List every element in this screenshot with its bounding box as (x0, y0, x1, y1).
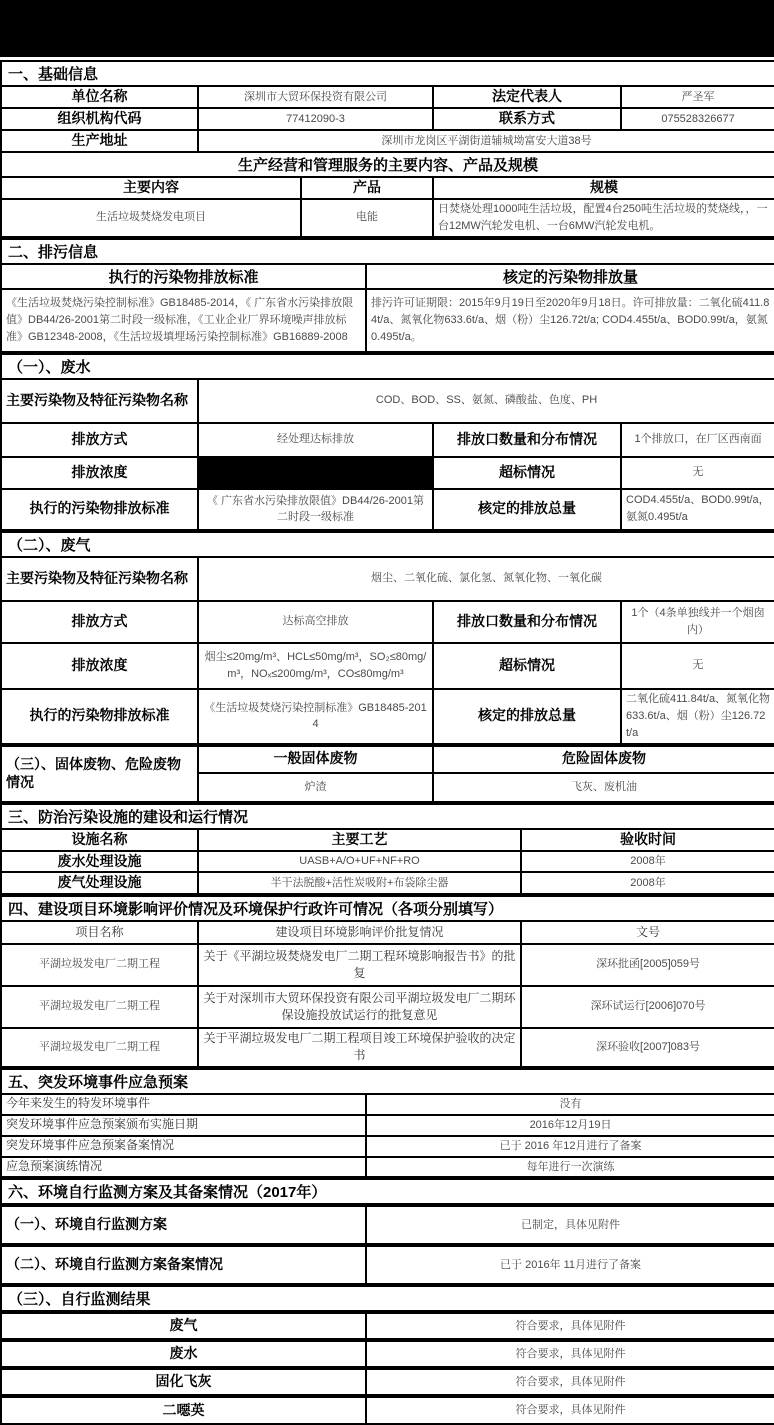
emergency-row-label: 突发环境事件应急预案备案情况 (1, 1136, 366, 1157)
emergency-row-label: 应急预案演练情况 (1, 1157, 366, 1179)
wastegas-total-value: 二氧化硫411.84t/a、氮氧化物633.6t/a、烟（粉）尘126.72t/a (621, 689, 774, 745)
org-code-label: 组织机构代码 (1, 108, 198, 130)
project-name-header: 项目名称 (1, 921, 198, 944)
legal-rep-label: 法定代表人 (433, 86, 621, 108)
address-value: 深圳市龙岗区平湖街道辅城坳富安大道38号 (198, 130, 774, 152)
wastewater-concentration-label: 排放浓度 (1, 457, 198, 489)
scale-header: 规模 (433, 177, 774, 199)
project-row-approval: 关于《平湖垃圾焚烧发电厂二期工程环境影响报告书》的批复 (198, 944, 521, 986)
wastegas-concentration-label: 排放浓度 (1, 643, 198, 689)
wastewater-pollutants-label: 主要污染物及特征污染物名称 (1, 379, 198, 423)
monitoring-result-label: 废气 (1, 1312, 366, 1340)
project-row-name: 平湖垃圾发电厂二期工程 (1, 986, 198, 1028)
product-value: 电能 (301, 199, 433, 238)
monitoring-result-label: 固化飞灰 (1, 1368, 366, 1396)
redacted-title-banner (0, 0, 774, 57)
disclosure-table (0, 60, 774, 1425)
monitoring-result-value: 符合要求，具体见附件 (366, 1396, 774, 1424)
wastegas-exceed-value: 无 (621, 643, 774, 689)
wastewater-exceed-value: 无 (621, 457, 774, 489)
wastegas-pollutants-label: 主要污染物及特征污染物名称 (1, 557, 198, 601)
redacted-wastewater-concentration (198, 457, 433, 489)
wastewater-method-value: 经处理达标排放 (198, 423, 433, 457)
general-solid-waste-value: 炉渣 (198, 773, 433, 803)
project-row-docno: 深环试运行[2006]070号 (521, 986, 774, 1028)
monitoring-result-label: 二噁英 (1, 1396, 366, 1424)
wastegas-method-value: 达标高空排放 (198, 601, 433, 643)
facility-row-accept: 2008年 (521, 851, 774, 873)
contact-label: 联系方式 (433, 108, 621, 130)
facility-accept-header: 验收时间 (521, 829, 774, 851)
wastewater-standard-value: 《 广东省水污染排放限值》DB44/26-2001第二时段一级标准 (198, 489, 433, 531)
wastewater-total-value: COD4.455t/a、BOD0.99t/a，氨氮0.495t/a (621, 489, 774, 531)
solid-waste-title: （三）、固体废物、危险废物情况 (1, 745, 198, 803)
contact-value: 075528326677 (621, 108, 774, 130)
general-solid-waste-header: 一般固体废物 (198, 745, 433, 773)
facility-name-header: 设施名称 (1, 829, 198, 851)
section1-title: 一、基础信息 (1, 61, 774, 86)
wastewater-total-label: 核定的排放总量 (433, 489, 621, 531)
wastewater-title: （一）、废水 (1, 353, 774, 379)
section3-title: 三、防治污染设施的建设和运行情况 (1, 803, 774, 829)
wastewater-standard-label: 执行的污染物排放标准 (1, 489, 198, 531)
wastegas-method-label: 排放方式 (1, 601, 198, 643)
monitoring-result-value: 符合要求，具体见附件 (366, 1368, 774, 1396)
monitoring-result-value: 符合要求，具体见附件 (366, 1340, 774, 1368)
project-row-docno: 深环批函[2005]059号 (521, 944, 774, 986)
self-monitoring-filing-label: （二）、环境自行监测方案备案情况 (1, 1245, 366, 1285)
main-content-header: 主要内容 (1, 177, 301, 199)
section6-title: 六、环境自行监测方案及其备案情况（2017年） (1, 1178, 774, 1205)
org-code-value: 77412090-3 (198, 108, 433, 130)
wastegas-outlets-value: 1个（4条单独线并一个烟囱内） (621, 601, 774, 643)
scale-value: 日焚烧处理1000吨生活垃圾，配置4台250吨生活垃圾的焚烧线，，一台12MW汽轮发电机、一台6MW汽轮发电机。 (433, 199, 774, 238)
self-monitoring-plan-label: （一）、环境自行监测方案 (1, 1205, 366, 1245)
wastewater-pollutants-value: COD、BOD、SS、氨氮、磷酸盐、色度、PH (198, 379, 774, 423)
facility-row-process: UASB+A/O+UF+NF+RO (198, 851, 521, 873)
emergency-row-label: 突发环境事件应急预案颁布实施日期 (1, 1115, 366, 1136)
legal-rep-value: 严圣军 (621, 86, 774, 108)
self-monitoring-plan-value: 已制定，具体见附件 (366, 1205, 774, 1245)
discharge-standard-text: 《生活垃圾焚烧污染控制标准》GB18485-2014，《 广东省水污染排放限值》DB44/26-2001第二时段一级标准，《工业企业厂界环境噪声排放标准》GB12348-2008，《生活垃圾填埋场污染控制标准》GB16889-2008 (1, 289, 366, 353)
project-row-docno: 深环验收[2007]083号 (521, 1028, 774, 1068)
project-row-approval: 关于对深圳市大贸环保投资有限公司平湖垃圾发电厂二期环保设施投放试运行的批复意见 (198, 986, 521, 1028)
wastegas-standard-label: 执行的污染物排放标准 (1, 689, 198, 745)
emergency-row-value: 每年进行一次演练 (366, 1157, 774, 1179)
project-approval-header: 建设项目环境影响评价批复情况 (198, 921, 521, 944)
emergency-row-value: 已于 2016 年12月进行了备案 (366, 1136, 774, 1157)
wastegas-total-label: 核定的排放总量 (433, 689, 621, 745)
approved-amount-text: 排污许可证期限：2015年9月19日至2020年9月18日。许可排放量：二氧化硫411.84t/a、氮氧化物633.6t/a、烟（粉）尘126.72t/a; COD4.455t/a、BOD0.99t/a，氨氮0.495t/a。 (366, 289, 774, 353)
hazardous-solid-waste-header: 危险固体废物 (433, 745, 774, 773)
project-row-name: 平湖垃圾发电厂二期工程 (1, 1028, 198, 1068)
project-row-approval: 关于平湖垃圾发电厂二期工程项目竣工环境保护验收的决定书 (198, 1028, 521, 1068)
monitoring-result-label: 废水 (1, 1340, 366, 1368)
business-scope-header: 生产经营和管理服务的主要内容、产品及规模 (1, 152, 774, 177)
facility-process-header: 主要工艺 (198, 829, 521, 851)
unit-name-value: 深圳市大贸环保投资有限公司 (198, 86, 433, 108)
facility-row-accept: 2008年 (521, 872, 774, 895)
approved-amount-header: 核定的污染物排放量 (366, 264, 774, 289)
monitoring-result-value: 符合要求，具体见附件 (366, 1312, 774, 1340)
emergency-row-value: 没有 (366, 1094, 774, 1115)
section2-title: 二、排污信息 (1, 238, 774, 264)
wastegas-concentration-value: 烟尘≤20mg/m³、HCL≤50mg/m³，SO₂≤80mg/m³，NOₓ≤200mg/m³，CO≤80mg/m³ (198, 643, 433, 689)
wastegas-pollutants-value: 烟尘、二氧化硫、氯化氢、氮氧化物、一氧化碳 (198, 557, 774, 601)
section4-title: 四、建设项目环境影响评价情况及环境保护行政许可情况（各项分别填写） (1, 895, 774, 921)
unit-name-label: 单位名称 (1, 86, 198, 108)
wastewater-outlets-value: 1个排放口，在厂区西南面 (621, 423, 774, 457)
emergency-row-label: 今年来发生的特发环境事件 (1, 1094, 366, 1115)
wastewater-method-label: 排放方式 (1, 423, 198, 457)
wastegas-standard-value: 《生活垃圾焚烧污染控制标准》GB18485-2014 (198, 689, 433, 745)
facility-row-name: 废水处理设施 (1, 851, 198, 873)
product-header: 产品 (301, 177, 433, 199)
self-monitoring-filing-value: 已于 2016年 11月进行了备案 (366, 1245, 774, 1285)
self-monitoring-results-title: （三）、自行监测结果 (1, 1285, 774, 1312)
address-label: 生产地址 (1, 130, 198, 152)
wastegas-outlets-label: 排放口数量和分布情况 (433, 601, 621, 643)
section5-title: 五、突发环境事件应急预案 (1, 1068, 774, 1094)
wastegas-exceed-label: 超标情况 (433, 643, 621, 689)
emergency-row-value: 2016年12月19日 (366, 1115, 774, 1136)
wastewater-exceed-label: 超标情况 (433, 457, 621, 489)
wastewater-outlets-label: 排放口数量和分布情况 (433, 423, 621, 457)
facility-row-process: 半干法脱酸+活性炭吸附+布袋除尘器 (198, 872, 521, 895)
main-content-value: 生活垃圾焚烧发电项目 (1, 199, 301, 238)
project-row-name: 平湖垃圾发电厂二期工程 (1, 944, 198, 986)
hazardous-solid-waste-value: 飞灰、废机油 (433, 773, 774, 803)
project-docno-header: 文号 (521, 921, 774, 944)
wastegas-title: （二）、废气 (1, 531, 774, 557)
discharge-standard-header: 执行的污染物排放标准 (1, 264, 366, 289)
facility-row-name: 废气处理设施 (1, 872, 198, 895)
